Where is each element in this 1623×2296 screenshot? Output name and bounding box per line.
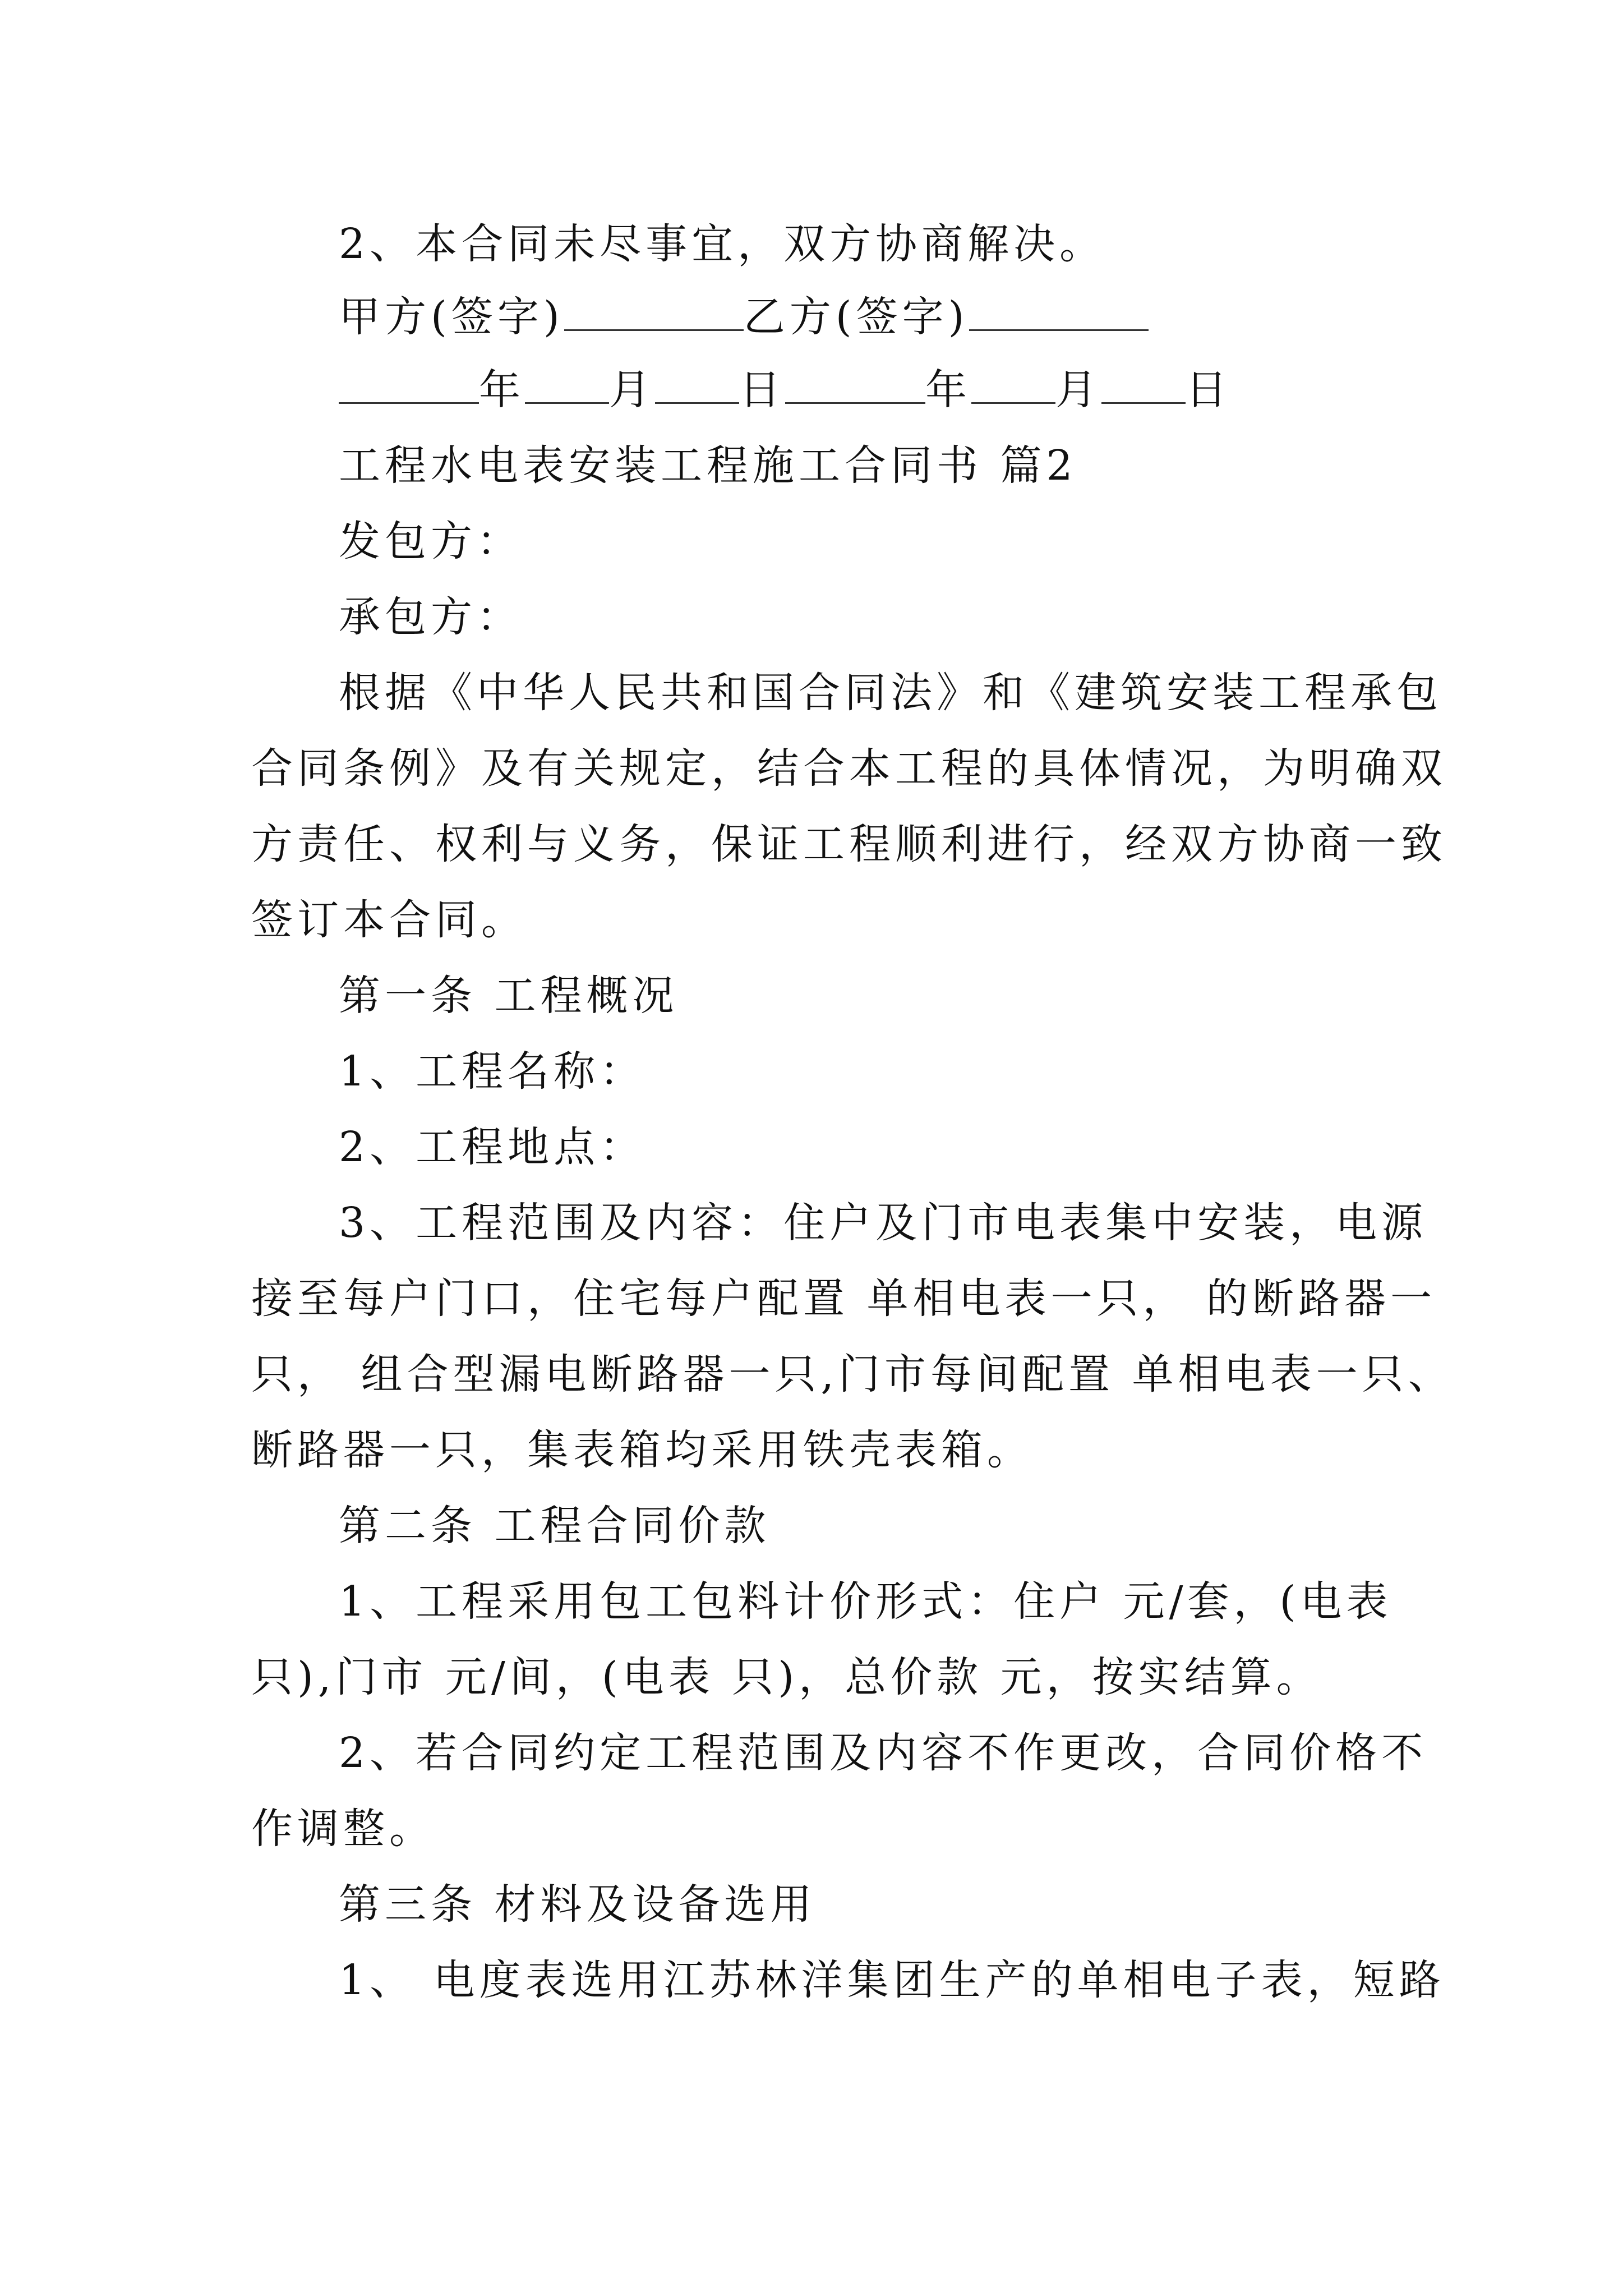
employer-label: 发包方： (339, 517, 523, 565)
party-a-signature-label: 甲方(签字) (339, 293, 564, 341)
intro-paragraph-line: 合同条例》及有关规定，结合本工程的具体情况，为明确双 (251, 744, 1447, 793)
signature-line (339, 289, 1149, 345)
article-1-item-cont: 接至每户门口，住宅每户配置 单相电表一只， 的断路器一 (251, 1274, 1437, 1323)
article-2-heading: 第二条 工程合同价款 (339, 1502, 771, 1550)
article-1-item-cont: 断路器一只，集表箱均采用铁壳表箱。 (251, 1426, 1033, 1474)
article-2-item: 1、工程采用包工包料计价形式：住户 元/套，(电表 (339, 1577, 1393, 1626)
party-a-signature-blank[interactable] (564, 290, 744, 331)
year-label-a: 年 (479, 366, 525, 414)
day-blank-b[interactable] (1101, 363, 1186, 404)
party-b-signature-blank[interactable] (969, 290, 1149, 331)
clause-2-line: 2、本合同未尽事宜，双方协商解决。 (339, 220, 1106, 268)
contractor-label: 承包方： (339, 593, 523, 641)
intro-paragraph-line: 方责任、权利与义务，保证工程顺利进行，经双方协商一致 (251, 820, 1447, 868)
year-blank-a[interactable] (339, 363, 479, 404)
intro-paragraph-line: 签订本合同。 (251, 896, 527, 944)
article-2-item: 2、若合同约定工程范围及内容不作更改，合同价格不 (339, 1729, 1428, 1777)
date-line (339, 362, 1232, 418)
year-blank-b[interactable] (785, 363, 925, 404)
month-blank-a[interactable] (525, 363, 609, 404)
day-label-a: 日 (739, 366, 785, 414)
month-label-a: 月 (609, 366, 655, 414)
article-1-item: 2、工程地点： (339, 1123, 646, 1171)
article-2-item-cont: 只),门市 元/间，(电表 只)，总价款 元，按实结算。 (251, 1653, 1322, 1701)
day-blank-a[interactable] (655, 363, 739, 404)
party-b-signature-label: 乙方(签字) (743, 293, 969, 341)
article-3-item: 1、 电度表选用江苏林洋集团生产的单相电子表，短路 (339, 1956, 1445, 2004)
month-label-b: 月 (1055, 366, 1101, 414)
article-2-item-cont: 作调整。 (251, 1805, 435, 1853)
article-1-heading: 第一条 工程概况 (339, 972, 679, 1020)
intro-paragraph-line: 根据《中华人民共和国合同法》和《建筑安装工程承包 (339, 669, 1442, 717)
article-1-item: 1、工程名称： (339, 1047, 646, 1096)
year-label-b: 年 (925, 366, 971, 414)
article-3-heading: 第三条 材料及设备选用 (339, 1880, 817, 1929)
month-blank-b[interactable] (971, 363, 1055, 404)
article-1-item-cont: 只， 组合型漏电断路器一只,门市每间配置 单相电表一只、 (251, 1350, 1454, 1398)
article-1-item: 3、工程范围及内容：住户及门市电表集中安装，电源 (339, 1199, 1428, 1247)
day-label-b: 日 (1186, 366, 1232, 414)
section-heading: 工程水电表安装工程施工合同书 篇2 (339, 441, 1077, 490)
